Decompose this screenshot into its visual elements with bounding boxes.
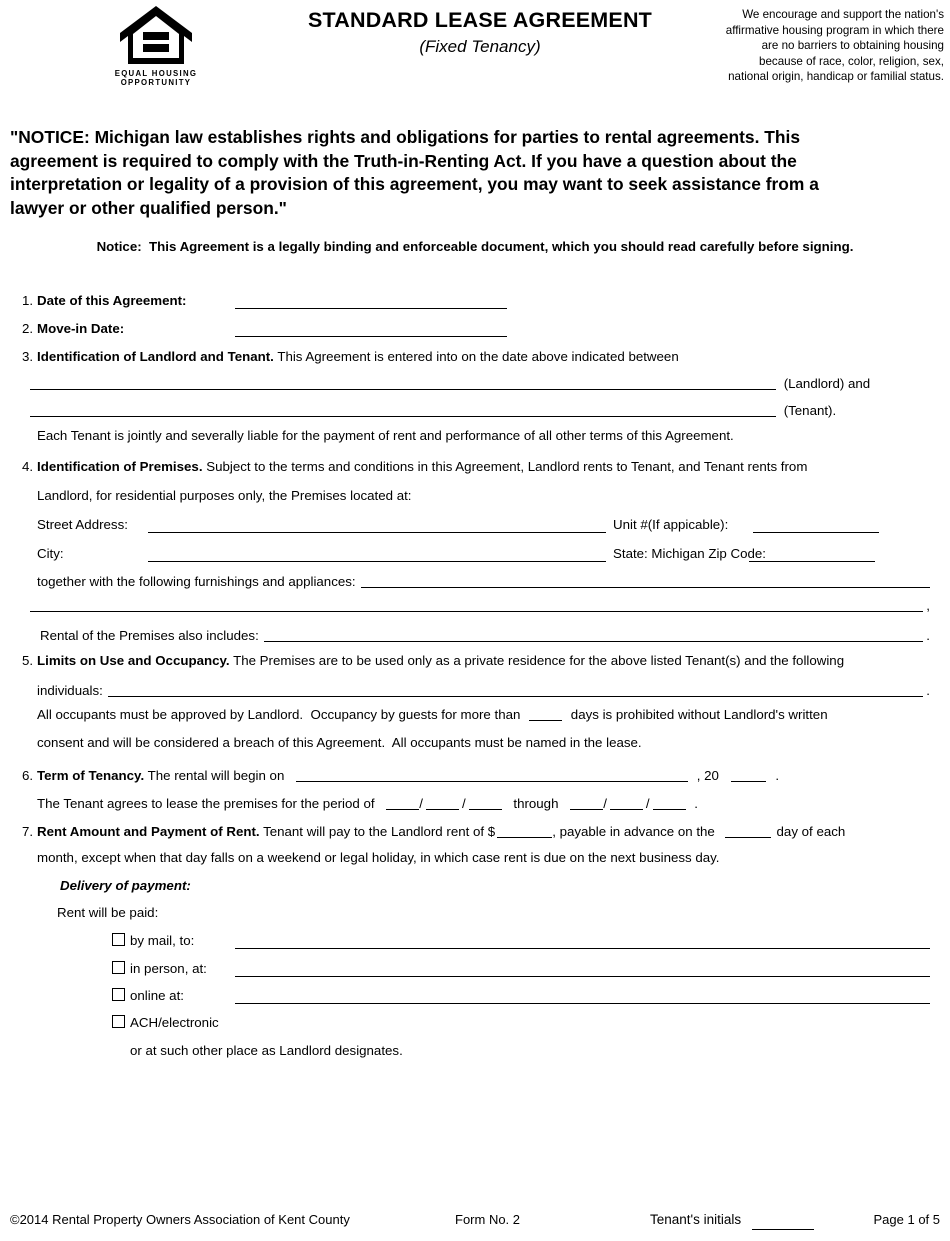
item-6-heading-row — [22, 766, 930, 786]
rent-amount-post: day of each — [776, 824, 846, 839]
payment-option-mail-row — [22, 932, 930, 952]
tenant-name-blank[interactable] — [30, 403, 776, 417]
begin-date-blank[interactable] — [296, 768, 688, 782]
item-5-number: 5. — [22, 653, 34, 668]
furnishings-comma: , — [926, 598, 930, 613]
item-1-number: 1. — [22, 293, 34, 308]
slash-separator: / — [645, 796, 650, 811]
month-exception-row — [22, 849, 930, 869]
rental-includes-period: . — [926, 628, 930, 643]
furnishings-continued-blank[interactable] — [30, 598, 923, 612]
copyright-text: ©2014 Rental Property Owners Association of Kent County — [10, 1212, 350, 1227]
item-4-intro-row2 — [22, 487, 930, 507]
online-url-blank[interactable] — [235, 988, 930, 1004]
page-number: Page 1 of 5 — [873, 1212, 940, 1227]
city-label: City: — [37, 546, 64, 561]
lease-period-pre: The Tenant agrees to lease the premises for the period of — [37, 796, 375, 811]
rent-amount-blank[interactable] — [497, 824, 552, 838]
tenant-initials-blank[interactable] — [752, 1214, 814, 1230]
tenant-suffix: (Tenant). — [783, 403, 837, 418]
form-number: Form No. 2 — [455, 1212, 521, 1227]
tenant-name-row — [22, 401, 930, 421]
logo-caption-line1: EQUAL HOUSING — [114, 69, 198, 78]
guest-days-blank[interactable] — [529, 707, 562, 721]
furnishings-label: together with the following furnishings and appliances: — [37, 574, 356, 589]
item-4-number: 4. — [22, 459, 34, 474]
item-2-label: Move-in Date: — [37, 321, 125, 336]
rent-paid-label: Rent will be paid: — [57, 905, 159, 920]
item-3-number: 3. — [22, 349, 34, 364]
consent-text: consent and will be considered a breach of this Agreement. All occupants must be named in the lease. — [37, 735, 642, 750]
agreement-date-blank[interactable] — [235, 293, 507, 309]
fair-housing-note — [674, 7, 944, 85]
joint-liability-text: Each Tenant is jointly and severally liable for the payment of rent and performance of all other terms of this Agreement. — [37, 428, 734, 443]
landlord-name-row — [22, 374, 930, 394]
slash-separator: / — [419, 796, 423, 811]
fair-housing-note-line: are no barriers to obtaining housing — [761, 39, 944, 53]
rental-includes-label: Rental of the Premises also includes: — [40, 628, 259, 643]
rental-includes-blank[interactable] — [264, 628, 924, 642]
delivery-of-payment-heading: Delivery of payment: — [60, 878, 191, 893]
comma-20-text: , 20 — [696, 768, 719, 783]
item-3-heading: Identification of Landlord and Tenant. — [37, 349, 274, 364]
fair-housing-note-line: affirmative housing program in which there — [725, 23, 944, 37]
michigan-law-notice — [10, 126, 945, 220]
item-6-period: . — [775, 768, 780, 783]
city-row — [22, 545, 930, 565]
month-exception-text: month, except when that day falls on a weekend or legal holiday, in which case rent is due on the next business day. — [37, 850, 720, 865]
in-person-location-blank[interactable] — [235, 961, 930, 977]
begin-on-text: The rental will begin on — [147, 768, 285, 783]
item-6-number: 6. — [22, 768, 34, 783]
payment-option-person-row — [22, 960, 930, 980]
rent-paid-row — [22, 904, 930, 924]
item-3-intro: This Agreement is entered into on the date above indicated between — [273, 349, 679, 364]
item-2-number: 2. — [22, 321, 34, 336]
unit-number-label: Unit #(If appicable): — [613, 517, 729, 532]
item-3-heading-row — [22, 348, 930, 368]
zip-code-blank[interactable] — [749, 546, 875, 562]
payment-option-ach-row — [22, 1014, 930, 1034]
item-1-label: Date of this Agreement: — [37, 293, 187, 308]
lease-period-row — [22, 794, 930, 814]
payment-option-online-row — [22, 987, 930, 1007]
mail-checkbox[interactable] — [112, 933, 125, 946]
michigan-law-notice-line: lawyer or other qualified person." — [10, 197, 287, 218]
individuals-period: . — [926, 683, 930, 698]
item-7-heading-row — [22, 822, 930, 842]
rent-amount-pre: Tenant will pay to the Landlord rent of $ — [263, 824, 496, 839]
binding-document-notice: Notice: This Agreement is a legally binding and enforceable document, which you should read carefully before signing. — [96, 239, 854, 254]
michigan-law-notice-line: agreement is required to comply with the Truth-in-Renting Act. If you have a question about the — [10, 150, 797, 171]
joint-liability-row — [22, 427, 930, 447]
michigan-law-notice-line: interpretation or legality of a provision of this agreement, you may want to seek assistance from a — [10, 174, 819, 195]
furnishings-blank[interactable] — [361, 574, 930, 588]
michigan-law-notice-line: "NOTICE: Michigan law establishes rights and obligations for parties to rental agreements. This — [10, 127, 801, 147]
item-5-heading-row — [22, 652, 930, 672]
rental-includes-row — [22, 626, 930, 646]
fair-housing-note-line: We encourage and support the nation's — [742, 8, 944, 21]
tenant-initials-label: Tenant's initials — [650, 1212, 742, 1227]
slash-separator: / — [603, 796, 607, 811]
item-7-number: 7. — [22, 824, 34, 839]
movein-date-blank[interactable] — [235, 321, 507, 337]
page-subtitle: (Fixed Tenancy) — [419, 37, 541, 56]
period-start-month-blank[interactable] — [386, 796, 419, 810]
page-footer — [10, 1212, 940, 1232]
state-zip-label: State: Michigan Zip Code: — [613, 546, 766, 561]
online-option-label: online at: — [130, 988, 184, 1003]
landlord-name-blank[interactable] — [30, 376, 776, 390]
lease-period-period: . — [694, 796, 698, 811]
item-7-heading: Rent Amount and Payment of Rent. — [37, 824, 260, 839]
furnishings-continued-row — [22, 596, 930, 616]
other-place-row — [22, 1042, 930, 1062]
period-end-day-blank[interactable] — [610, 796, 643, 810]
item-5-intro-line1: The Premises are to be used only as a private residence for the above listed Tenant(s) and the following — [233, 653, 845, 668]
online-checkbox[interactable] — [112, 988, 125, 1001]
rent-due-day-blank[interactable] — [725, 824, 771, 838]
mail-address-blank[interactable] — [235, 933, 930, 949]
ach-option-label: ACH/electronic — [130, 1015, 219, 1030]
city-blank[interactable] — [148, 546, 606, 562]
guest-days-post: days is prohibited without Landlord's written — [570, 707, 828, 722]
guest-days-row — [22, 705, 930, 725]
street-address-label: Street Address: — [37, 517, 128, 532]
period-start-year-blank[interactable] — [469, 796, 502, 810]
mail-option-label: by mail, to: — [130, 933, 195, 948]
individuals-blank[interactable] — [108, 683, 924, 697]
fair-housing-note-line: national origin, handicap or familial status. — [728, 70, 944, 84]
through-text: through — [513, 796, 559, 811]
period-start-day-blank[interactable] — [426, 796, 459, 810]
individuals-row — [22, 681, 930, 701]
item-4-heading-row — [22, 458, 930, 478]
year-blank[interactable] — [731, 768, 766, 782]
individuals-label: individuals: — [37, 683, 103, 698]
period-end-month-blank[interactable] — [570, 796, 603, 810]
item-4-heading: Identification of Premises. — [37, 459, 203, 474]
item-4-intro-line1: Subject to the terms and conditions in this Agreement, Landlord rents to Tenant, and Tenant rents from — [206, 459, 808, 474]
unit-number-blank[interactable] — [753, 517, 879, 533]
guest-days-pre: All occupants must be approved by Landlord. Occupancy by guests for more than — [37, 707, 521, 722]
item-4-intro-line2: Landlord, for residential purposes only, the Premises located at: — [37, 488, 412, 503]
item-5-heading: Limits on Use and Occupancy. — [37, 653, 230, 668]
consent-row — [22, 734, 930, 754]
street-address-row — [22, 516, 930, 536]
equal-housing-logo — [108, 6, 204, 87]
furnishings-row — [22, 572, 930, 592]
fair-housing-note-line: because of race, color, religion, sex, — [759, 54, 944, 68]
slash-separator: / — [461, 796, 466, 811]
in-person-option-label: in person, at: — [130, 961, 207, 976]
delivery-heading-row — [22, 877, 930, 897]
ach-checkbox[interactable] — [112, 1015, 125, 1028]
item-6-heading: Term of Tenancy. — [37, 768, 145, 783]
item-1-row — [22, 292, 930, 312]
equal-housing-house-icon — [120, 6, 192, 64]
logo-caption-line2: OPPORTUNITY — [120, 78, 192, 87]
in-person-checkbox[interactable] — [112, 961, 125, 974]
rent-amount-mid: , payable in advance on the — [552, 824, 715, 839]
item-2-row — [22, 320, 930, 340]
street-address-blank[interactable] — [148, 517, 606, 533]
landlord-suffix: (Landlord) and — [783, 376, 871, 391]
page-title: STANDARD LEASE AGREEMENT — [307, 8, 653, 32]
other-place-text: or at such other place as Landlord designates. — [130, 1043, 403, 1058]
period-end-year-blank[interactable] — [653, 796, 686, 810]
